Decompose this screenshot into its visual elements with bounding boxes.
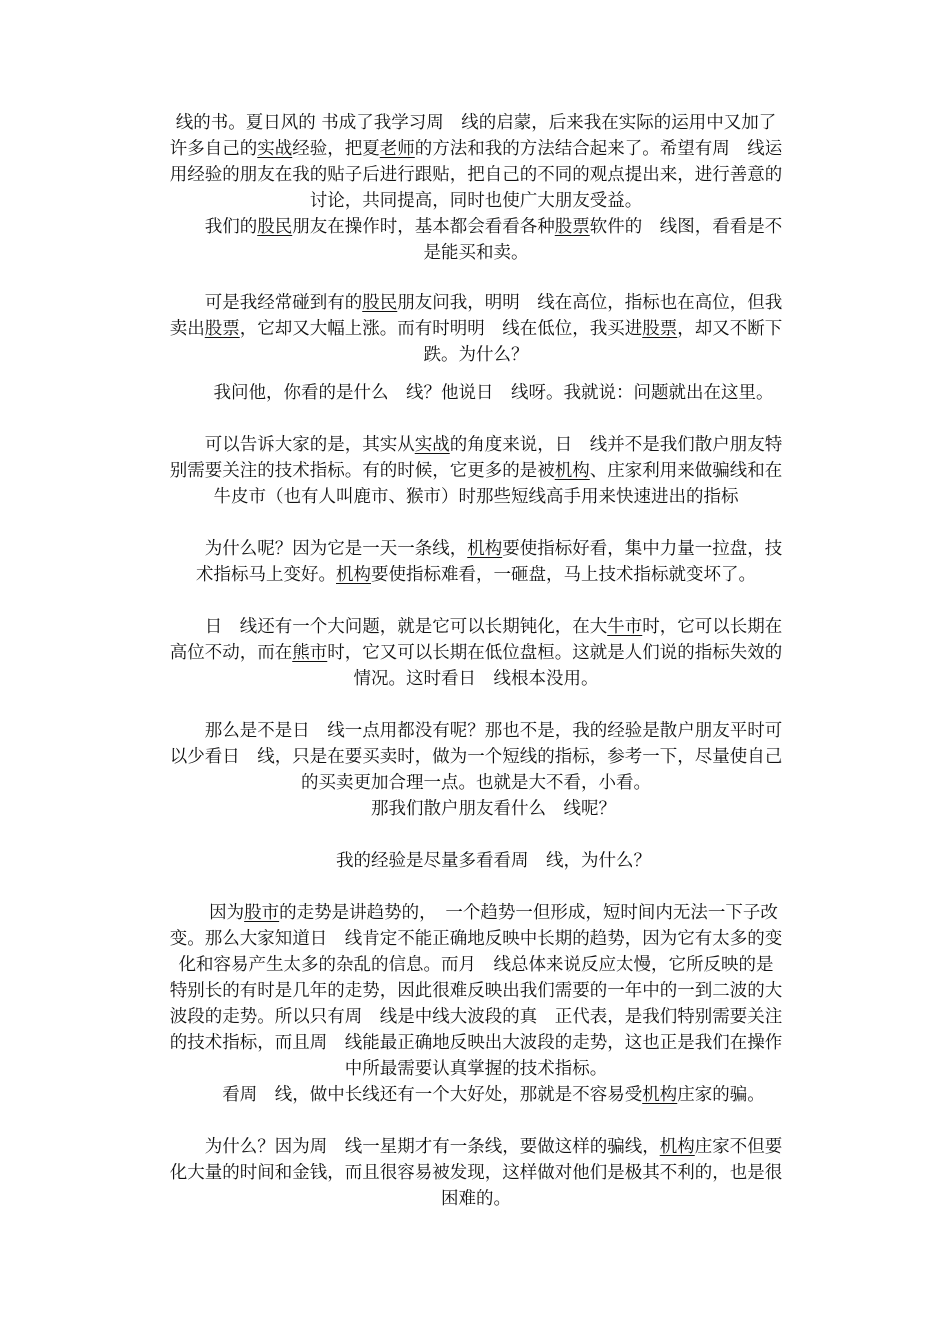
paragraph	[142, 290, 810, 368]
text-line: 看周 线，做中长线还有一个大好处，那就是不容易受机构庄家的骗。	[187, 1085, 765, 1105]
paragraph	[142, 380, 810, 406]
text-line: 那么是不是日 线一点用都没有呢？那也不是，我的经验是散户朋友平时可	[169, 721, 783, 741]
underlined-term: 实战	[257, 139, 293, 159]
underlined-term: 股民	[257, 217, 293, 237]
text-line: 中所最需要认真掌握的技术指标。	[344, 1059, 608, 1079]
text-line: 特别长的有时是几年的走势，因此很难反映出我们需要的一年中的一到二波的大	[169, 981, 783, 1001]
underlined-term: 股票	[554, 217, 590, 237]
text-line: 我们的股民朋友在操作时，基本都会看看各种股票软件的 线图，看看是不	[169, 217, 783, 237]
text-line: 我的经验是尽量多看看周 线，为什么？	[301, 851, 651, 871]
underlined-term: 老师	[379, 139, 415, 159]
underlined-term: 机构	[467, 539, 503, 559]
text-line: 卖出股票，它却又大幅上涨。而有时明明 线在低位，我买进股票，却又不断下	[169, 319, 783, 339]
text-line: 日 线还有一个大问题，就是它可以长期钝化，在大牛市时，它可以长期在	[169, 617, 783, 637]
text-line: 是能买和卖。	[423, 243, 529, 263]
paragraph	[142, 718, 810, 796]
text-line: 那我们散户朋友看什么 线呢？	[336, 799, 616, 819]
text-line: 的技术指标，而且周 线能最正确地反映出大波段的走势，这也正是我们在操作	[169, 1033, 783, 1053]
text-line: 化和容易产生太多的杂乱的信息。而月 线总体来说反应太慢，它所反映的是	[178, 955, 774, 975]
paragraph	[142, 848, 810, 874]
underlined-term: 实战	[414, 435, 450, 455]
paragraph	[142, 1082, 810, 1108]
text-line: 讨论，共同提高，同时也使广大朋友受益。	[309, 191, 643, 211]
underlined-term: 熊市	[292, 643, 328, 663]
underlined-term: 机构	[642, 1085, 678, 1105]
underlined-term: 机构	[554, 461, 590, 481]
text-line: 用经验的朋友在我的贴子后进行跟贴，把自己的不同的观点提出来，进行善意的	[169, 165, 783, 185]
text-line: 化大量的时间和金钱，而且很容易被发现，这样做对他们是极其不利的，也是很	[169, 1163, 783, 1183]
text-line: 许多自己的实战经验，把夏老师的方法和我的方法结合起来了。希望有周 线运	[169, 139, 783, 159]
text-line: 困难的。	[441, 1189, 511, 1209]
text-line: 波段的走势。所以只有周 线是中线大波段的真 正代表，是我们特别需要关注	[169, 1007, 783, 1027]
underlined-term: 股市	[244, 903, 280, 923]
paragraph	[142, 432, 810, 510]
text-line: 变。那么大家知道日 线肯定不能正确地反映中长期的趋势，因为它有太多的变	[169, 929, 783, 949]
text-line: 我问他，你看的是什么 线？他说日 线呀。我就说：问题就出在这里。	[178, 383, 774, 403]
underlined-term: 股票	[204, 319, 240, 339]
text-line: 别需要关注的技术指标。有的时候，它更多的是被机构、庄家利用来做骗线和在	[169, 461, 783, 481]
underlined-term: 股票	[642, 319, 678, 339]
text-line: 牛皮市（也有人叫鹿市、猴市）时那些短线高手用来快速进出的指标	[213, 487, 739, 507]
text-line: 跌。为什么？	[423, 345, 529, 365]
underlined-term: 牛市	[607, 617, 643, 637]
text-line: 可是我经常碰到有的股民朋友问我，明明 线在高位，指标也在高位，但我	[169, 293, 783, 313]
underlined-term: 机构	[659, 1137, 695, 1157]
text-line: 线的书。夏日风的 书成了我学习周 线的启蒙，后来我在实际的运用中又加了	[175, 113, 777, 133]
underlined-term: 股民	[362, 293, 398, 313]
text-line: 为什么？因为周 线一星期才有一条线，要做这样的骗线，机构庄家不但要	[169, 1137, 783, 1157]
text-line: 为什么呢？因为它是一天一条线，机构要使指标好看，集中力量一拉盘，技	[169, 539, 783, 559]
text-line: 情况。这时看日 线根本没用。	[353, 669, 599, 689]
text-line: 高位不动，而在熊市时，它又可以长期在低位盘桓。这就是人们说的指标失效的	[169, 643, 783, 663]
text-line: 以少看日 线，只是在要买卖时，做为一个短线的指标，参考一下，尽量使自己	[169, 747, 783, 767]
underlined-term: 机构	[336, 565, 371, 585]
text-line: 的买卖更加合理一点。也就是大不看，小看。	[301, 773, 651, 793]
paragraph	[142, 900, 810, 1082]
text-line: 术指标马上变好。机构要使指标难看，一砸盘，马上技术指标就变坏了。	[196, 565, 756, 585]
text-line: 因为股市的走势是讲趋势的， 一个趋势一但形成，短时间内无法一下子改	[174, 903, 778, 923]
paragraph	[142, 614, 810, 692]
paragraph	[142, 1134, 810, 1212]
paragraph	[142, 110, 810, 266]
paragraph	[142, 796, 810, 822]
text-line: 可以告诉大家的是，其实从实战的角度来说，日 线并不是我们散户朋友特	[169, 435, 783, 455]
paragraph	[142, 536, 810, 588]
